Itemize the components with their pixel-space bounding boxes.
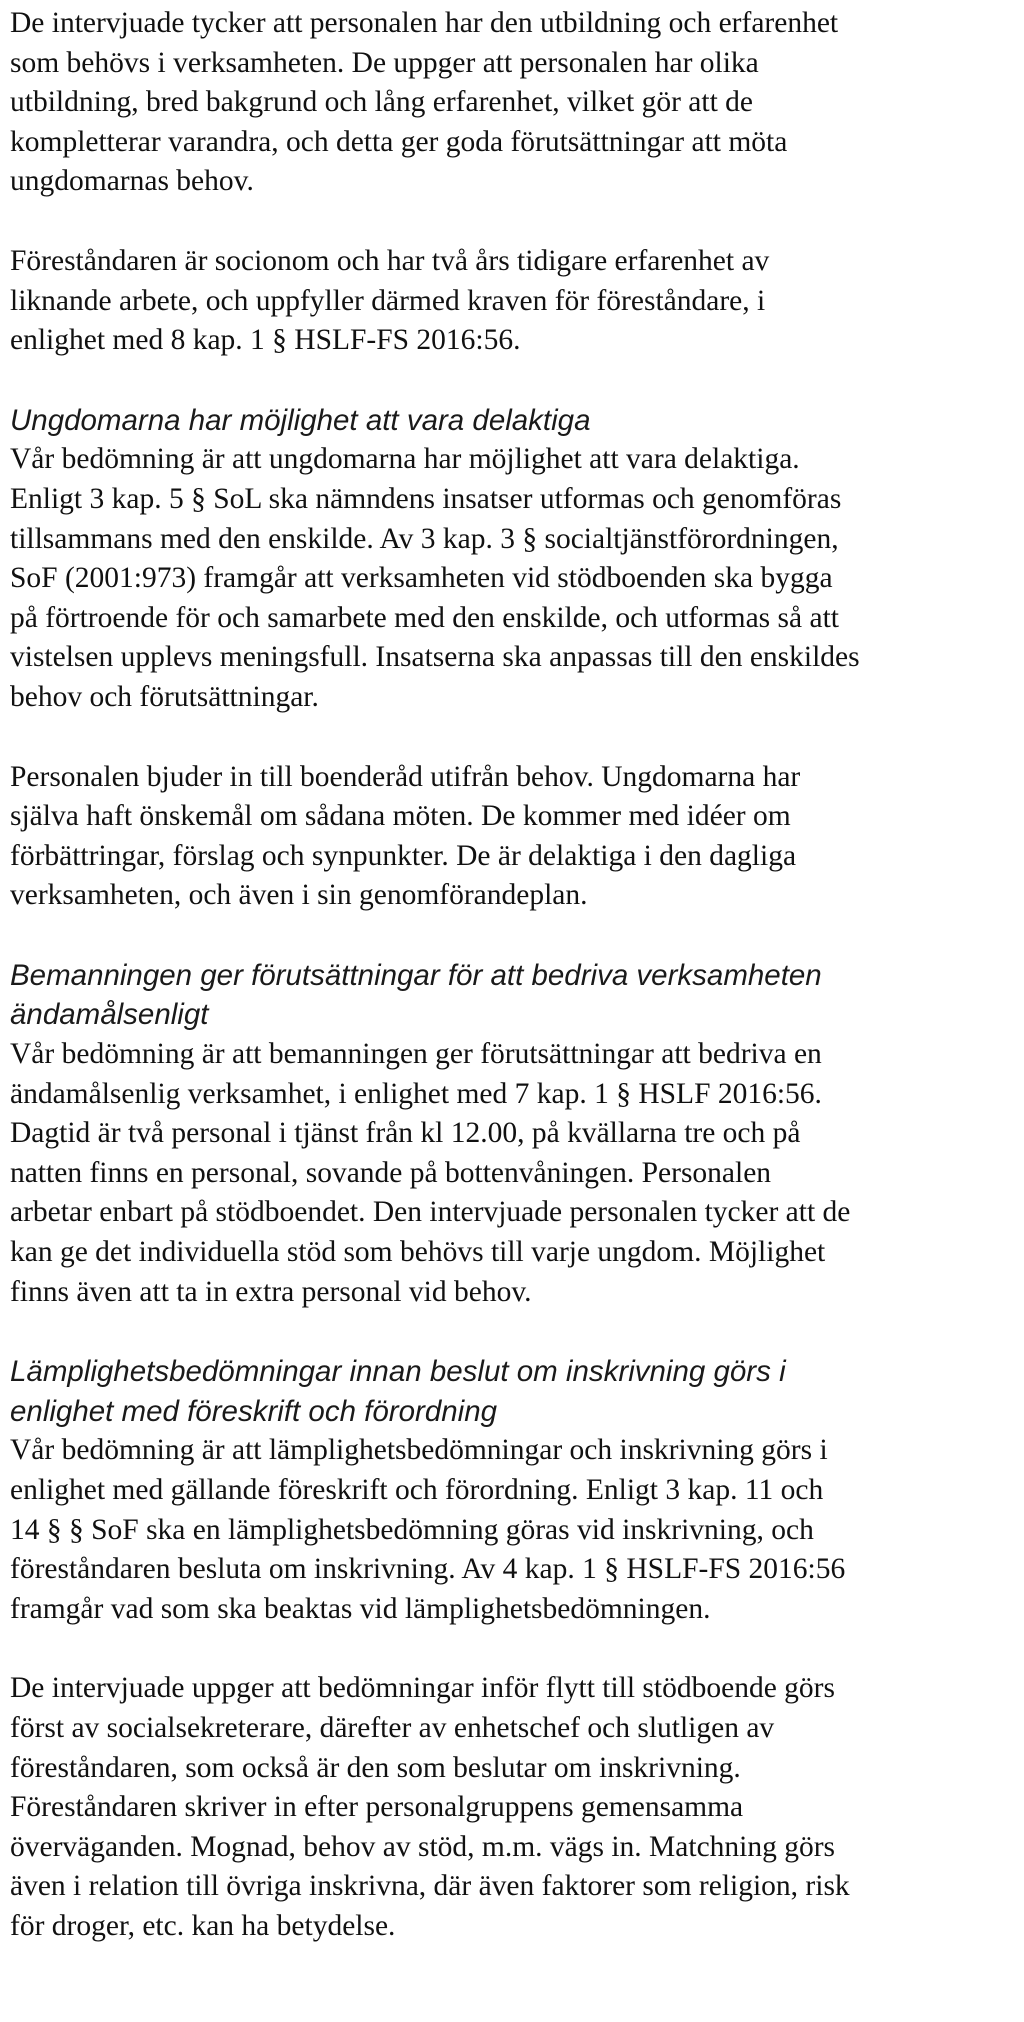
paragraph-gap	[10, 202, 1020, 242]
paragraph-intake-process: De intervjuade uppger att bedömningar inför flytt till stödboende görs först av socialsekreterare, därefter av enhetschef och slutligen av föreståndaren, som också är den som beslutar om inskrivning. Föreståndaren skriver in efter personalgruppens gemensamma överväganden. Mognad, behov av stöd, m.m. vägs in. Matchning görs även i relation till övriga inskrivna, där även faktorer som religion, risk för droger, etc. kan ha betydelse.	[10, 1672, 850, 1942]
paragraph-resident-council: Personalen bjuder in till boenderåd utifrån behov. Ungdomarna har själva haft önskemål om sådana möten. De kommer med idéer om förbättringar, förslag och synpunkter. De är delaktiga i den dagliga verksamheten, och även i sin genomförandeplan.	[10, 760, 801, 912]
paragraph-gap	[10, 1629, 1020, 1669]
document-page	[10, 4, 1020, 1947]
paragraph-manager-qualification: Föreståndaren är socionom och har två års tidigare erfarenhet av liknande arbete, och uppfyller därmed kraven för föreståndare, i enlighet med 8 kap. 1 § HSLF-FS 2016:56.	[10, 244, 770, 357]
paragraph-suitability-assessment: Vår bedömning är att lämplighetsbedömningar och inskrivning görs i enlighet med gällande föreskrift och förordning. Enligt 3 kap. 11 och 14 § § SoF ska en lämplighetsbedömning göras vid inskrivning, och föreståndaren besluta om inskrivning. Av 4 kap. 1 § HSLF-FS 2016:56 framgår vad som ska beaktas vid lämplighetsbedömningen.	[10, 1434, 846, 1625]
paragraph-staff-education: De intervjuade tycker att personalen har den utbildning och erfarenhet som behövs i verksamheten. De uppger att personalen har olika utbildning, bred bakgrund och lång erfarenhet, vilket gör att de kompletterar varandra, och detta ger goda förutsättningar att möta ungdomarnas behov.	[10, 7, 839, 198]
paragraph-staffing-assessment: Vår bedömning är att bemanningen ger förutsättningar att bedriva en ändamålsenlig verksamhet, i enlighet med 7 kap. 1 § HSLF 2016:56. Dagtid är två personal i tjänst från kl 12.00, på kvällarna tre och på natten finns en personal, sovande på bottenvåningen. Personalen arbetar enbart på stödboendet. Den intervjuade personalen tycker att de kan ge det individuella stöd som behövs till varje ungdom. Möjlighet finns även att ta in extra personal vid behov.	[10, 1038, 851, 1308]
paragraph-participation-assessment: Vår bedömning är att ungdomarna har möjlighet att vara delaktiga. Enligt 3 kap. 5 § SoL ska nämndens insatser utformas och genomföras tillsammans med den enskilde. Av 3 kap. 3 § socialtjänstförordningen, SoF (2001:973) framgår att verksamheten vid stödboenden ska bygga på förtroende för och samarbete med den enskilde, och utformas så att vistelsen upplevs meningsfull. Insatserna ska anpassas till den enskildes behov och förutsättningar.	[10, 443, 860, 713]
heading-staffing: Bemanningen ger förutsättningar för att bedriva verksamheten ändamålsenligt	[10, 958, 822, 1032]
paragraph-gap	[10, 1312, 1020, 1352]
heading-participation: Ungdomarna har möjlighet att vara delaktiga	[10, 403, 591, 437]
heading-suitability-assessment: Lämplighetsbedömningar innan beslut om inskrivning görs i enlighet med föreskrift och förordning	[10, 1355, 786, 1428]
paragraph-gap	[10, 916, 1020, 956]
paragraph-gap	[10, 718, 1020, 758]
paragraph-gap	[10, 361, 1020, 401]
